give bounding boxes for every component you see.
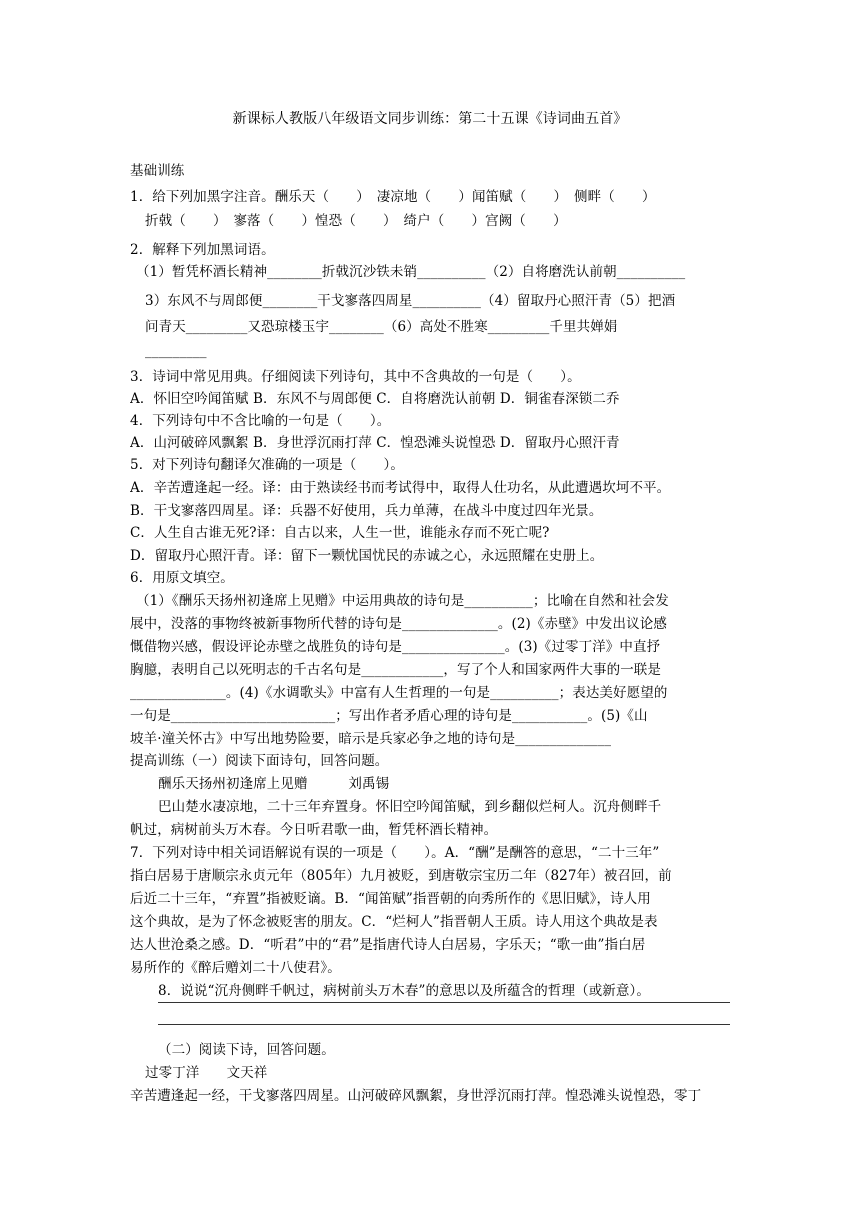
text-line: 达人世沧桑之感。D．“听君”中的“君”是指唐代诗人白居易，字乐天；“歌一曲”指白居 bbox=[130, 937, 646, 953]
text-line: 慨借物兴感，假设评论赤壁之战胜负的诗句是_______________。(3)《过零丁洋》中直抒 bbox=[130, 639, 661, 655]
text-line: 辛苦遭逢起一经，干戈寥落四周星。山河破碎风飘絮，身世浮沉雨打萍。惶恐滩头说惶恐，零丁 bbox=[130, 1088, 702, 1104]
text-line: 展中，没落的事物终被新事物所代替的诗句是______________。(2)《赤壁》中发出议论感 bbox=[130, 616, 667, 632]
section-heading-basic: 基础训练 bbox=[130, 163, 185, 179]
text-line: 3）东风不与周郎便________干戈寥落四周星__________（4）留取丹心照汗青（5）把酒 bbox=[145, 293, 676, 309]
text-line: 1．给下列加黑字注音。酬乐天（ ） 凄凉地（ ）闻笛赋（ ） 侧畔（ ） bbox=[130, 189, 656, 205]
text-line: （1）《酬乐天扬州初逢席上见赠》中运用典故的诗句是__________；比喻在自然和社会发 bbox=[136, 593, 669, 609]
answer-line bbox=[158, 1024, 730, 1025]
text-line: 一句是________________________；写出作者矛盾心理的诗句是___________。(5)《山 bbox=[130, 708, 648, 724]
text-line: 帆过，病树前头万木春。今日听君歌一曲，暂凭杯酒长精神。 bbox=[130, 822, 498, 838]
text-line: 坡羊·潼关怀古》中写出地势险要，暗示是兵家必争之地的诗句是______________ bbox=[130, 731, 612, 747]
text-line: 折戟（ ） 寥落（ ）惶恐（ ） 绮户（ ）宫阙（ ） bbox=[145, 213, 567, 229]
text-line: 酬乐天扬州初逢席上见赠 刘禹锡 bbox=[158, 776, 390, 792]
text-line: 5．对下列诗句翻译欠准确的一项是（ ）。 bbox=[130, 457, 404, 473]
text-line: 8．说说“沉舟侧畔千帆过，病树前头万木春”的意思以及所蕴含的哲理（或新意）。 bbox=[158, 983, 650, 999]
text-line: 3．诗词中常见用典。仔细阅读下列诗句，其中不含典故的一句是（ ）。 bbox=[130, 369, 581, 385]
text-line: D．留取丹心照汗青。译：留下一颗忧国忧民的赤诚之心，永远照耀在史册上。 bbox=[130, 548, 604, 564]
text-line: A．怀旧空吟闻笛赋 B．东风不与周郎便 C．自将磨洗认前朝 D．铜雀春深锁二乔 bbox=[130, 391, 620, 407]
answer-line bbox=[158, 1002, 730, 1003]
text-line: _________ bbox=[145, 343, 207, 359]
text-line: 易所作的《醉后赠刘二十八使君》。 bbox=[130, 960, 341, 976]
text-line: 2．解释下列加黑词语。 bbox=[130, 242, 275, 258]
text-line: 胸臆，表明自己以死明志的千古名句是____________，写了个人和国家两件大事的一联是 bbox=[130, 662, 661, 678]
text-line: 6．用原文填空。 bbox=[130, 570, 234, 586]
text-line: 提高训练（一）阅读下面诗句，回答问题。 bbox=[130, 753, 389, 769]
text-line: 过零丁洋 文天祥 bbox=[145, 1065, 268, 1081]
text-line: 4．下列诗句中不含比喻的一句是（ ）。 bbox=[130, 413, 391, 429]
text-line: C．人生自古谁无死?译：自古以来，人生一世，谁能永存而不死亡呢? bbox=[130, 525, 550, 541]
text-line: 这个典故，是为了怀念被贬害的朋友。C．“烂柯人”指晋朝人王质。诗人用这个典故是表 bbox=[130, 914, 658, 930]
text-line: （1）暂凭杯酒长精神________折戟沉沙铁未销__________（2）自将磨洗认前朝__________ bbox=[136, 264, 686, 280]
text-line: （二）阅读下诗，回答问题。 bbox=[158, 1042, 335, 1058]
text-line: 后近二十三年，“弃置”指被贬谪。B．“闻笛赋”指晋朝的向秀所作的《思旧赋》，诗人用 bbox=[130, 891, 651, 907]
text-line: 问青天_________又恐琼楼玉宇________（6）高处不胜寒_________千里共婵娟 bbox=[145, 319, 618, 335]
document-title: 新课标人教版八年级语文同步训练：第二十五课《诗词曲五首》 bbox=[232, 111, 628, 127]
text-line: 巴山楚水凄凉地，二十三年弃置身。怀旧空吟闻笛赋，到乡翻似烂柯人。沉舟侧畔千 bbox=[158, 799, 662, 815]
text-line: 7．下列对诗中相关词语解说有误的一项是（ ）。A．“酬”是酬答的意思，“二十三年” bbox=[130, 845, 660, 861]
text-line: B．干戈寥落四周星。译：兵器不好使用，兵力单薄，在战斗中度过四年光景。 bbox=[130, 503, 603, 519]
text-line: A．山河破碎风飘絮 B．身世浮沉雨打萍 C．惶恐滩头说惶恐 D．留取丹心照汗青 bbox=[130, 435, 620, 451]
text-line: A．辛苦遭逢起一经。译：由于熟读经书而考试得中，取得人仕功名，从此遭遇坎坷不平。 bbox=[130, 480, 671, 496]
text-line: 指白居易于唐顺宗永贞元年（805年）九月被贬，到唐敬宗宝历二年（827年）被召回，前 bbox=[130, 868, 672, 884]
text-line: ______________。(4)《水调歌头》中富有人生哲理的一句是__________；表达美好愿望的 bbox=[130, 685, 668, 701]
